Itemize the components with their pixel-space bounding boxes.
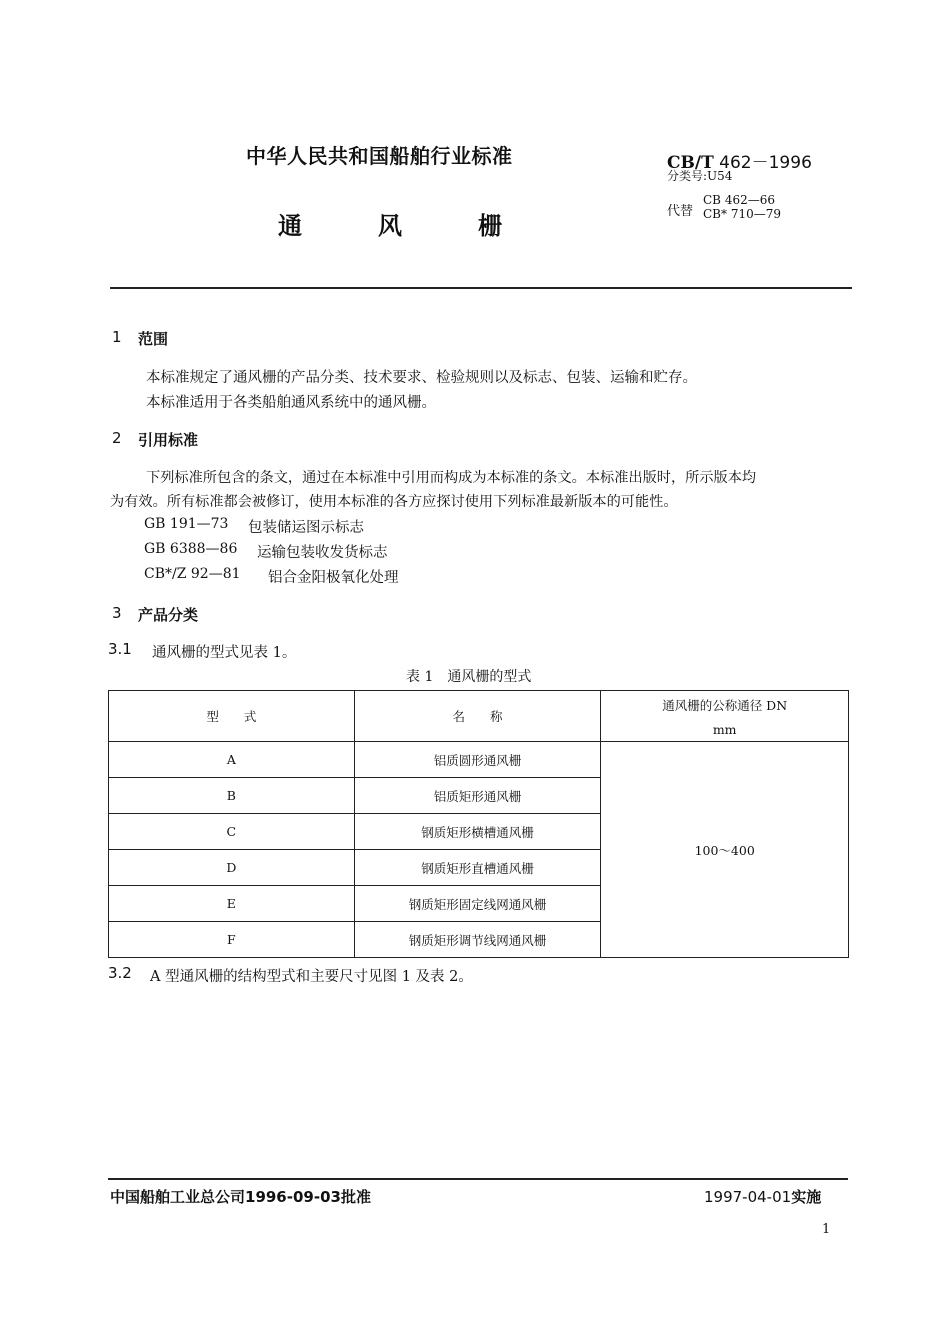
section-title: 引用标准	[138, 431, 199, 449]
replaces-item: CB* 710—79	[703, 207, 781, 221]
column-header-dn-title: 通风栅的公称通径 DN	[662, 697, 788, 713]
name-cell: 钢质矩形固定线网通风栅	[354, 886, 601, 922]
section-number: 2	[112, 429, 122, 447]
name-cell: 铝质圆形通风栅	[354, 742, 601, 778]
paragraph: 为有效。所有标准都会被修订，使用本标准的各方应探讨使用下列标准最新版本的可能性。	[110, 494, 678, 510]
column-header-type: 型 式	[109, 691, 355, 742]
header-divider	[110, 287, 852, 289]
replaces-item: CB 462—66	[703, 193, 775, 207]
paragraph: 本标准规定了通风栅的产品分类、技术要求、检验规则以及标志、包装、运输和贮存。	[146, 370, 697, 386]
effective-date: 1997-04-01	[704, 1188, 792, 1206]
column-header-dn-unit: mm	[712, 721, 737, 737]
doc-title-char-3: 栅	[478, 212, 502, 240]
approval-line: 中国船舶工业总公司1996-09-03批准	[110, 1188, 371, 1206]
doc-title-char-2: 风	[378, 212, 402, 240]
doc-title-char-1: 通	[278, 212, 302, 240]
type-table	[108, 690, 849, 958]
effective-line	[704, 1186, 821, 1207]
subsection-number: 3.2	[108, 964, 132, 982]
replaces-label: 代替	[667, 204, 694, 219]
footer-divider	[108, 1178, 848, 1180]
page-number: 1	[822, 1222, 831, 1237]
org-title: 中华人民共和国船舶行业标准	[246, 144, 513, 168]
paragraph: 通风栅的型式见表 1。	[152, 645, 297, 661]
type-cell: D	[109, 850, 355, 886]
name-cell: 铝质矩形通风栅	[354, 778, 601, 814]
paragraph: 本标准适用于各类船舶通风系统中的通风栅。	[146, 395, 436, 411]
reference-name: 运输包装收发货标志	[257, 545, 388, 561]
section-number: 3	[112, 604, 122, 622]
section-title: 范围	[138, 330, 169, 348]
classification-number: 分类号:U54	[667, 169, 733, 183]
paragraph: A 型通风栅的结构型式和主要尺寸见图 1 及表 2。	[150, 969, 473, 985]
section-title: 产品分类	[138, 606, 199, 624]
effective-label: 实施	[791, 1188, 822, 1206]
reference-code: CB*/Z 92—81	[144, 566, 241, 582]
reference-name: 铝合金阳极氧化处理	[268, 570, 399, 586]
subsection-number: 3.1	[108, 640, 132, 658]
column-header-dn	[601, 691, 849, 742]
table-header-row	[109, 691, 849, 742]
reference-name: 包装储运图示标志	[248, 520, 364, 536]
type-cell: B	[109, 778, 355, 814]
section-number: 1	[112, 328, 122, 346]
name-cell: 钢质矩形直槽通风栅	[354, 850, 601, 886]
column-header-name: 名 称	[354, 691, 601, 742]
name-cell: 钢质矩形横槽通风栅	[354, 814, 601, 850]
dn-cell: 100～400	[601, 742, 849, 958]
standard-number: 462－1996	[719, 153, 812, 173]
type-cell: F	[109, 922, 355, 958]
name-cell: 钢质矩形调节线网通风栅	[354, 922, 601, 958]
paragraph: 下列标准所包含的条文，通过在本标准中引用而构成为本标准的条文。本标准出版时，所示版本均	[146, 470, 757, 486]
type-cell: C	[109, 814, 355, 850]
type-cell: A	[109, 742, 355, 778]
standard-prefix: CB/T	[667, 153, 714, 173]
table-caption: 表 1 通风栅的型式	[406, 669, 532, 685]
table-row	[109, 742, 849, 778]
reference-code: GB 191—73	[144, 516, 229, 532]
reference-code: GB 6388—86	[144, 541, 238, 557]
type-cell: E	[109, 886, 355, 922]
